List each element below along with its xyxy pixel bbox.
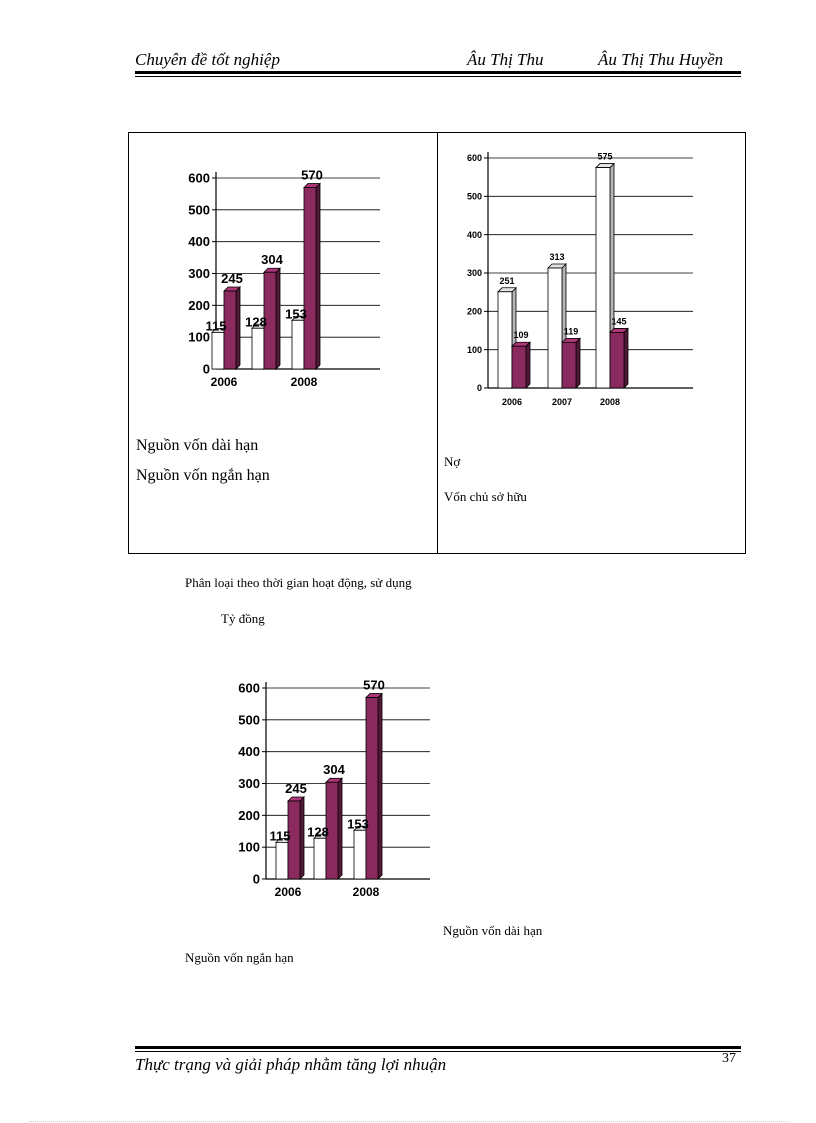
bar-s1-c2 <box>304 184 320 369</box>
chart-long-short-capital-bottom <box>200 660 440 905</box>
footer-rule-thin <box>135 1051 741 1052</box>
y-tick-label: 400 <box>188 234 210 250</box>
chart-debt-equity <box>440 148 710 418</box>
bar-s1-c2 <box>610 328 628 388</box>
chart-table-divider <box>437 132 438 554</box>
legend-debt: Nợ <box>444 454 461 469</box>
x-tick-label: 2006 <box>274 885 302 899</box>
data-label: 153 <box>285 306 307 322</box>
y-tick-label: 600 <box>238 680 260 696</box>
lower-legend-long-term: Nguồn vốn dài hạn <box>443 923 543 938</box>
x-tick-label: 2008 <box>599 397 621 407</box>
data-label: 570 <box>363 677 385 693</box>
y-tick-label: 600 <box>466 153 482 164</box>
lower-legend-short-term: Nguồn vốn ngắn hạn <box>185 950 294 965</box>
x-tick-label: 2008 <box>352 885 380 899</box>
data-label: 304 <box>323 762 345 778</box>
y-tick-label: 100 <box>238 839 260 855</box>
data-label: 128 <box>245 314 267 330</box>
y-tick-label: 200 <box>188 297 210 313</box>
chart-long-short-capital-top <box>150 150 390 395</box>
y-tick-label: 0 <box>476 383 482 394</box>
legend-short-term: Nguồn vốn ngắn hạn <box>136 467 270 484</box>
x-tick-label: 2007 <box>551 397 573 407</box>
y-tick-label: 600 <box>188 170 210 186</box>
data-label: 145 <box>611 316 627 327</box>
data-label: 570 <box>301 167 323 183</box>
y-tick-label: 500 <box>238 712 260 728</box>
y-tick-label: 0 <box>202 361 210 377</box>
y-tick-label: 500 <box>466 191 482 202</box>
header-title-left: Chuyên đề tốt nghiệp <box>135 50 280 69</box>
y-tick-label: 100 <box>188 329 210 345</box>
unit-label: Tỷ đồng <box>221 611 265 626</box>
data-label: 128 <box>307 824 329 840</box>
header-author-full: Âu Thị Thu Huyền <box>598 50 724 69</box>
data-label: 245 <box>221 271 243 287</box>
legend-long-term: Nguồn vốn dài hạn <box>136 437 259 454</box>
y-tick-label: 400 <box>466 229 482 240</box>
data-label: 115 <box>269 828 291 844</box>
y-tick-label: 500 <box>188 202 210 218</box>
bar-s1-c1 <box>562 338 580 388</box>
x-tick-label: 2006 <box>501 397 523 407</box>
data-label: 109 <box>513 330 529 341</box>
data-label: 304 <box>261 252 283 268</box>
data-label: 115 <box>205 318 227 334</box>
y-tick-label: 300 <box>466 268 482 279</box>
data-label: 313 <box>549 252 565 263</box>
figure-caption: Phân loại theo thời gian hoạt động, sử dụng <box>185 575 412 590</box>
y-tick-label: 200 <box>238 807 260 823</box>
header-rule-thin <box>135 76 741 77</box>
bar-s1-c0 <box>512 342 530 388</box>
header-rule-thick <box>135 71 741 74</box>
y-tick-label: 400 <box>238 744 260 760</box>
data-label: 575 <box>597 151 613 162</box>
bar-s1-c2 <box>366 694 382 879</box>
data-label: 251 <box>499 275 515 286</box>
x-tick-label: 2008 <box>290 375 318 389</box>
data-label: 119 <box>563 326 579 337</box>
data-label: 153 <box>347 816 369 832</box>
page-bottom-edge <box>30 1121 786 1122</box>
legend-equity: Vốn chủ sở hữu <box>444 489 527 504</box>
x-tick-label: 2006 <box>210 375 238 389</box>
page-number: 37 <box>722 1051 736 1066</box>
footer-rule-thick <box>135 1046 741 1049</box>
data-label: 245 <box>285 781 307 797</box>
y-tick-label: 200 <box>466 306 482 317</box>
y-tick-label: 300 <box>188 266 210 282</box>
y-tick-label: 300 <box>238 776 260 792</box>
y-tick-label: 0 <box>252 871 260 887</box>
footer-title: Thực trạng và giải pháp nhằm tăng lợi nhuận <box>135 1055 447 1074</box>
header-author-short: Âu Thị Thu <box>467 50 544 69</box>
y-tick-label: 100 <box>466 344 482 355</box>
